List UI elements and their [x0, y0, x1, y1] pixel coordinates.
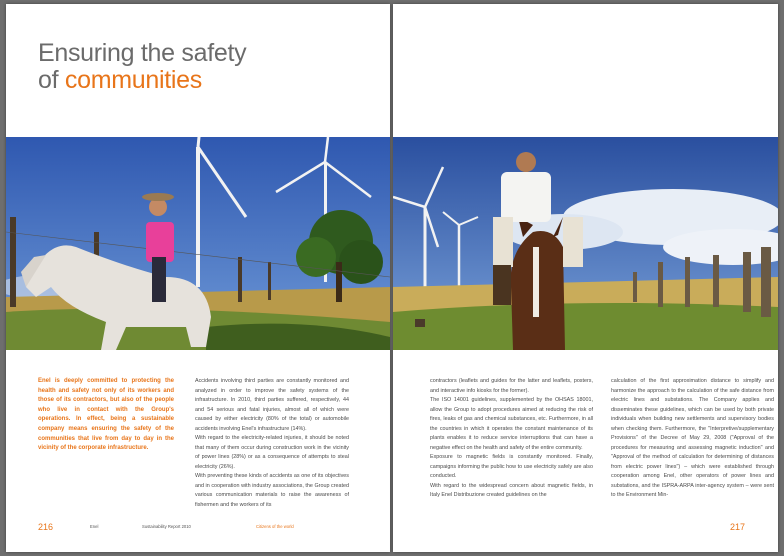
- paragraph: With preventing these kinds of accidents as one of its objectives and in cooperation with industry associations, the Group created various communication materials to raise the awareness of fishermen and the workers of its: [195, 473, 349, 508]
- right-column-2: [611, 377, 774, 501]
- left-page: [6, 4, 390, 552]
- paragraph: contractors (leaflets and guides for the latter and leaflets, posters, and interactive info kiosks for the former).: [430, 378, 593, 394]
- paragraph: Exposure to magnetic fields is constantly monitored. Finally, campaigns informing the public how to use electricity safely are also conducted.: [430, 454, 593, 479]
- right-page: [393, 4, 778, 552]
- paragraph: With regard to the widespread concern about magnetic fields, in Italy Enel Distribuzione created guidelines on the: [430, 482, 593, 498]
- page-title: [38, 40, 246, 94]
- paragraph: Accidents involving third parties are constantly monitored and analyzed in order to improve the safety systems of the infrastructure. In 2010, third parties suffered, respectively, 44 and 54 serious and fatal injuries, almost all of which were caused by either electricity (80% of the total) or automobile accidents involving Enel's infrastructure (14%).: [195, 378, 349, 432]
- paragraph: The ISO 14001 guidelines, supplemented by the OHSAS 18001, allow the Group to adopt procedures aimed at reducing the risk of fires, leaks of gas and chemical substances, etc. Furthermore, in all the countries in which it operates the constant maintenance of its plants enables it to reduce service interruptions that can have a negative effect on the health and safety of the entire community.: [430, 397, 593, 451]
- footer-company: Enel: [90, 524, 99, 529]
- photo-left-image: [6, 137, 390, 350]
- page-number-right: 217: [730, 522, 746, 532]
- right-column-1: [430, 377, 593, 501]
- title-line-2: [38, 67, 246, 94]
- footer-section: Citizens of the world: [256, 524, 294, 529]
- photo-right-image: [393, 137, 778, 350]
- photo-left: [6, 137, 390, 350]
- intro-text: Enel is deeply committed to protecting the health and safety not only of its workers and those of its contractors, but also of the people who live in contact with the Group's operations. In effect, being a sustainable company means ensuring the safety of the communities that live from day to day in the vicinity of the corporate infrastructure.: [38, 378, 174, 452]
- title-prefix: of: [38, 66, 65, 94]
- photo-right: [393, 137, 778, 350]
- left-column-2: [195, 377, 349, 510]
- title-accent: communities: [64, 66, 202, 94]
- title-line-1: Ensuring the safety: [38, 39, 247, 67]
- paragraph: With regard to the electricity-related injuries, it should be noted that many of them occur during construction work in the vicinity of power lines (28%) or as a consequence of attempts to steal electricity (26%).: [195, 435, 349, 470]
- page-number-left: 216: [38, 522, 54, 532]
- footer-report: Sustainability Report 2010: [142, 524, 191, 529]
- paragraph: calculation of the first approximation distance to simplify and harmonize the approach to the calculation of the safe distance from electric lines and substations. The Company applies and disseminates these guidelines, which can be used by both private individuals when building new settlements and supervisory bodies when checking them. Furthermore, the "Interpretive/supplementary Provisions" of the Decree of May 29, 2008 ("Approval of the procedures for measuring and assessing magnetic induction" and "Approval of the method of calculation for determining of distances from electric power lines") – which were established through cooperation among Enel, other operators of power lines and substations, and the ISPRA-ARPA inter-agency system – were sent to the Environment Min-: [611, 378, 774, 498]
